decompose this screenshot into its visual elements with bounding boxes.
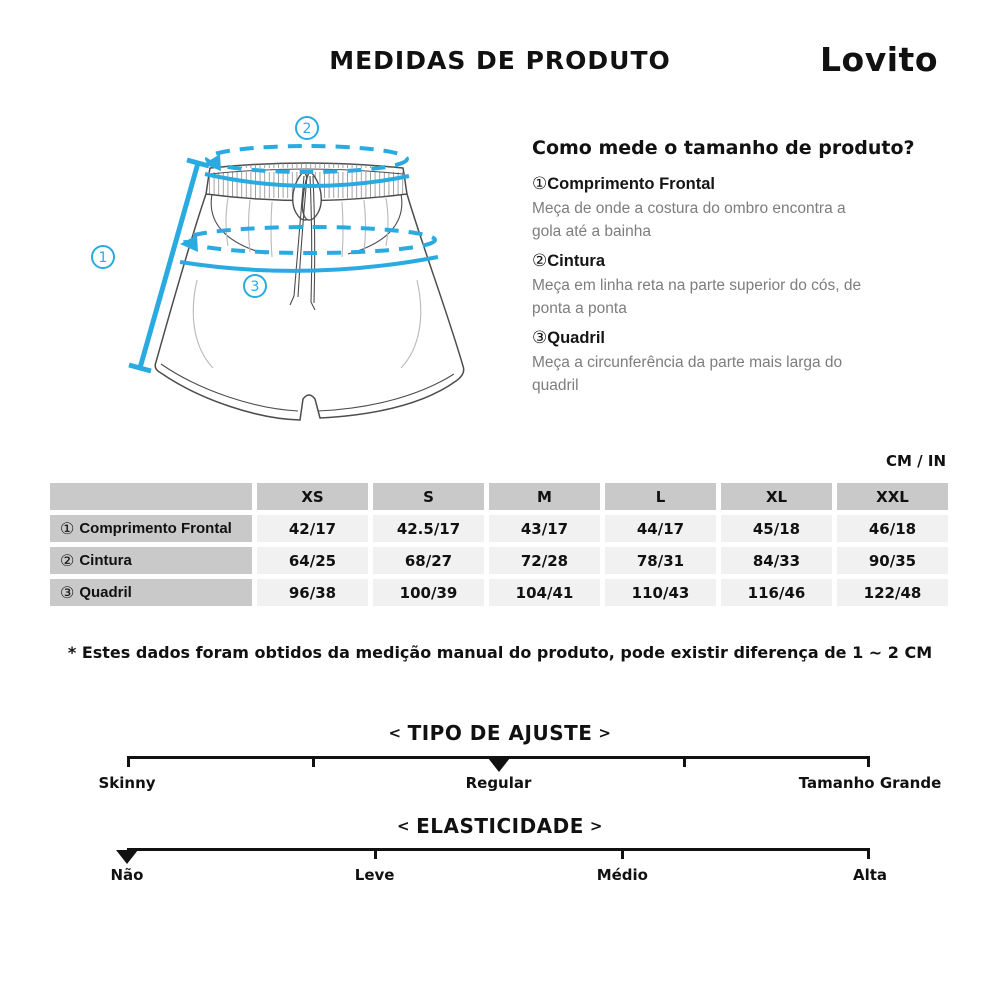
right-angle-bracket: > (589, 817, 603, 835)
measure-guide (532, 136, 956, 402)
table-value: 100/39 (373, 579, 484, 606)
table-value: 110/43 (605, 579, 716, 606)
table-value: 72/28 (489, 547, 600, 574)
left-angle-bracket: < (397, 817, 411, 835)
circled-2-icon: ② (60, 552, 75, 570)
scale-tick (312, 756, 315, 767)
table-corner-cell (50, 483, 252, 510)
elasticity-label-leve: Leve (354, 866, 395, 884)
guide-item-waist (532, 248, 956, 320)
table-value: 84/33 (721, 547, 832, 574)
elasticity-marker-icon (116, 850, 138, 864)
shorts-measurement-diagram (60, 110, 500, 440)
circled-1-icon: ① (532, 174, 548, 193)
annotation-3 (244, 275, 266, 297)
table-value: 46/18 (837, 515, 948, 542)
size-col-header: XS (257, 483, 368, 510)
svg-text:1: 1 (98, 250, 108, 266)
elasticity-label-nao: Não (110, 866, 144, 884)
page-title: MEDIDAS DE PRODUTO (329, 46, 671, 75)
fit-scale-labels (98, 774, 942, 794)
guide-item-label: ②Cintura (532, 251, 605, 270)
scale-tick (867, 848, 870, 859)
brand-logo: Lovito (820, 40, 938, 79)
elasticity-scale-labels (110, 866, 888, 886)
size-col-header: L (605, 483, 716, 510)
elasticity-scale-title: < ELASTICIDADE > (0, 814, 1000, 838)
circled-3-icon: ③ (532, 328, 548, 347)
guide-item-desc: Meça de onde a costura do ombro encontra a (532, 200, 846, 217)
scale-tick (374, 848, 377, 859)
guide-item-desc: gola até a bainha (532, 223, 651, 240)
elasticity-label-alta: Alta (852, 866, 888, 884)
annotation-2 (296, 117, 318, 139)
annotation-1 (92, 246, 114, 268)
table-value: 104/41 (489, 579, 600, 606)
circled-1-icon: ① (60, 520, 75, 538)
fit-marker-icon (488, 758, 510, 772)
table-value: 96/38 (257, 579, 368, 606)
circled-3-icon: ③ (60, 584, 75, 602)
left-angle-bracket: < (388, 724, 402, 742)
guide-item-desc: quadril (532, 377, 579, 394)
size-col-header: S (373, 483, 484, 510)
size-table (50, 483, 948, 606)
row-label-length: ① Comprimento Frontal (50, 515, 252, 542)
fit-label-large: Tamanho Grande (798, 774, 942, 792)
guide-item-label: ③Quadril (532, 328, 606, 347)
unit-label: CM / IN (886, 452, 946, 470)
table-value: 90/35 (837, 547, 948, 574)
scale-tick (683, 756, 686, 767)
fit-label-regular: Regular (465, 774, 532, 792)
svg-text:2: 2 (302, 121, 312, 137)
scale-tick (621, 848, 624, 859)
elasticity-label-medio: Médio (596, 866, 648, 884)
guide-heading: Como mede o tamanho de produto? (532, 137, 915, 159)
scale-tick (127, 756, 130, 767)
scale-bar (127, 848, 870, 851)
guide-item-hip (532, 325, 956, 397)
size-col-header: XXL (837, 483, 948, 510)
fit-scale-line (127, 756, 870, 770)
table-value: 44/17 (605, 515, 716, 542)
guide-item-length (532, 171, 956, 243)
guide-item-desc: ponta a ponta (532, 300, 627, 317)
fit-scale-title: < TIPO DE AJUSTE > (0, 721, 1000, 745)
circled-2-icon: ② (532, 251, 548, 270)
scale-tick (867, 756, 870, 767)
guide-item-label: ①Comprimento Frontal (532, 174, 715, 193)
table-value: 116/46 (721, 579, 832, 606)
fit-label-skinny: Skinny (98, 774, 156, 792)
table-value: 43/17 (489, 515, 600, 542)
table-value: 122/48 (837, 579, 948, 606)
row-label-waist: ② Cintura (50, 547, 252, 574)
table-value: 42/17 (257, 515, 368, 542)
table-value: 78/31 (605, 547, 716, 574)
measurement-note: * Estes dados foram obtidos da medição manual do produto, pode existir diferença de 1 ~ 2 CM (67, 643, 933, 662)
guide-item-desc: Meça a circunferência da parte mais larga do (532, 354, 843, 371)
row-label-hip: ③ Quadril (50, 579, 252, 606)
size-col-header: XL (721, 483, 832, 510)
size-col-header: M (489, 483, 600, 510)
table-value: 68/27 (373, 547, 484, 574)
guide-item-desc: Meça em linha reta na parte superior do cós, de (532, 277, 862, 294)
elasticity-scale-line (127, 848, 870, 862)
table-value: 64/25 (257, 547, 368, 574)
table-value: 45/18 (721, 515, 832, 542)
table-value: 42.5/17 (373, 515, 484, 542)
right-angle-bracket: > (598, 724, 612, 742)
svg-text:3: 3 (250, 279, 260, 295)
